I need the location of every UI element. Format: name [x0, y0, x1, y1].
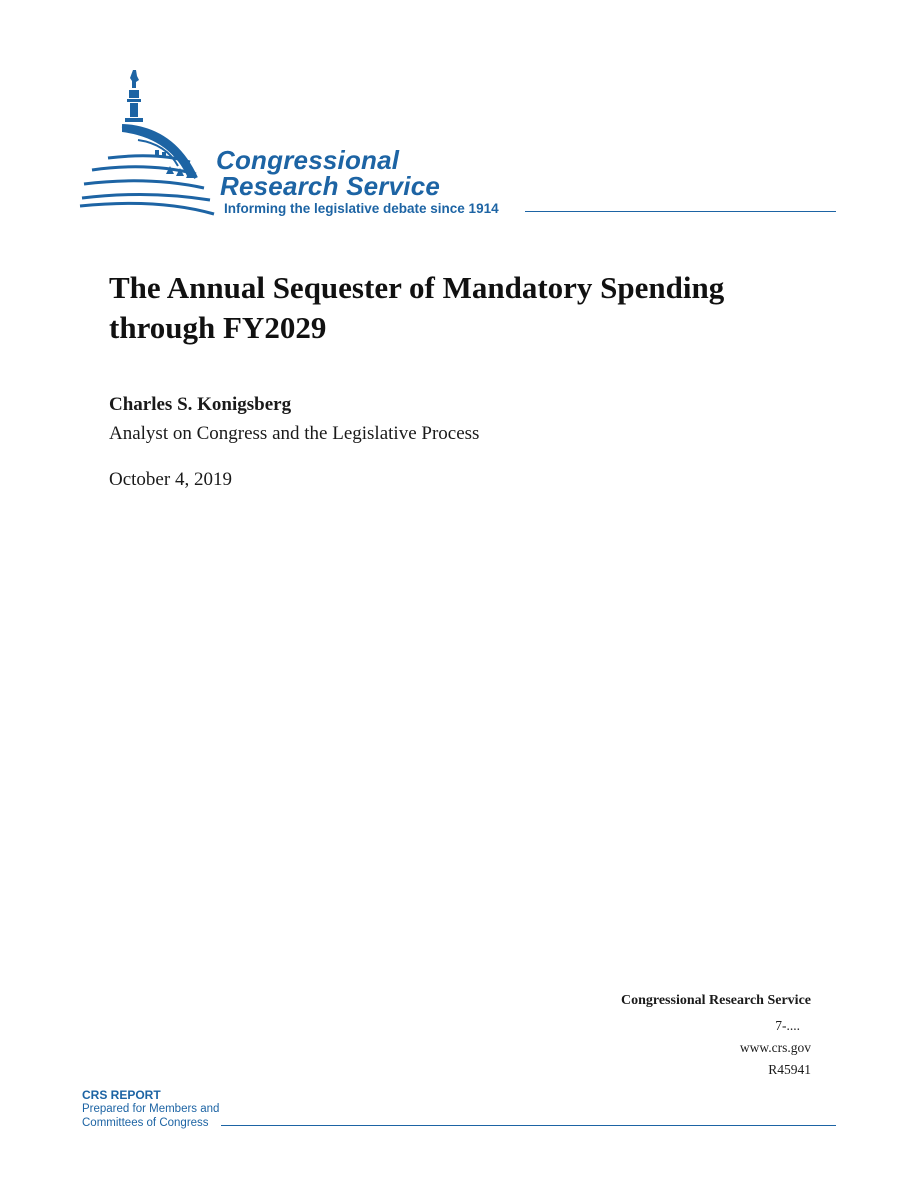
author-name: Charles S. Konigsberg: [109, 394, 292, 415]
logo-wordmark-line1: Congressional: [216, 145, 400, 175]
logo-wordmark-line2: Research Service: [220, 171, 441, 201]
footer-report-label: CRS REPORT: [82, 1088, 161, 1102]
footer-divider: [221, 1125, 836, 1126]
document-code: 7-....: [775, 1018, 800, 1033]
logo-tagline: Informing the legislative debate since 1914: [224, 201, 499, 216]
footer-prepared-line: Prepared for Members and: [82, 1103, 220, 1115]
document-title: The Annual Sequester of Mandatory Spending through FY2029: [109, 270, 725, 345]
capitol-dome-logo-icon: [78, 66, 228, 218]
report-number: R45941: [768, 1062, 811, 1077]
publisher-name: Congressional Research Service: [620, 993, 811, 1008]
document-date: October 4, 2019: [109, 469, 232, 490]
author-role: Analyst on Congress and the Legislative Process: [109, 423, 480, 444]
header-divider: [525, 211, 836, 212]
footer-committees-line: Committees of Congress: [82, 1117, 209, 1129]
publisher-website: www.crs.gov: [739, 1040, 811, 1055]
